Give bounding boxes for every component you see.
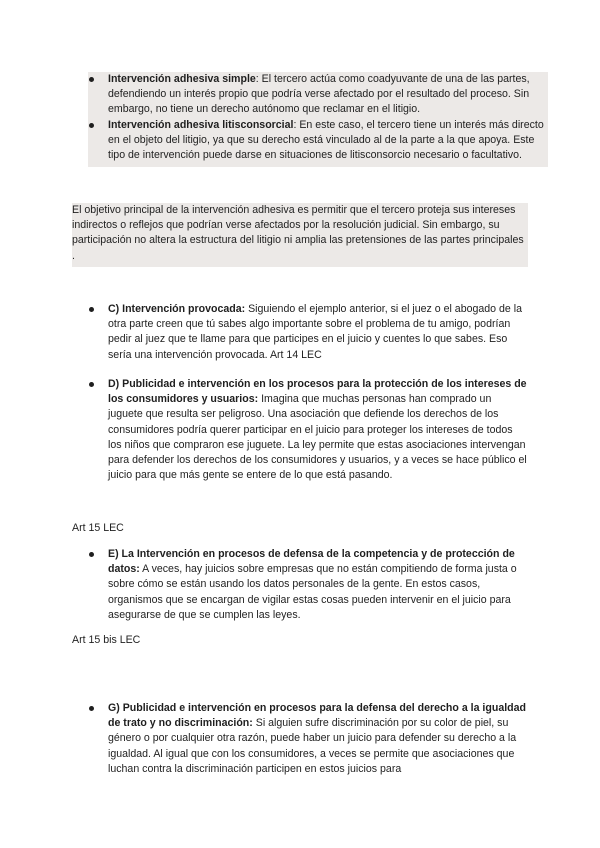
item-text: : El tercero actúa como coadyuvante de una de las partes, defendiendo un interés propio que podría verse afectado por el resultado del proceso. Sin embargo, no tiene un derecho autónomo que reclamar en el litigio.: [108, 73, 530, 116]
section-e-title: E) La Intervención en procesos de defensa de la competencia y de protección de datos:: [108, 548, 515, 576]
art15-label: Art 15 LEC: [72, 522, 124, 534]
bullet-icon: [89, 77, 94, 82]
bullet-icon: [89, 307, 94, 312]
section-c-block: [108, 302, 528, 363]
section-c-text: Siguiendo el ejemplo anterior, si el juez o el abogado de la otra parte creen que tú sabes algo importante sobre el problema de tu amigo, podrían pedir al juez que te llame para que participes en el juicio y cuentes lo que sabes. Eso sería una intervención provocada. Art 14 LEC: [108, 303, 522, 361]
list-item-adhesiva-litisconsorcial: [108, 118, 548, 164]
section-d-text: Imagina que muchas personas han comprado un juguete que resulta ser peligroso. Una asociación que defiende los derechos de los consumidores podría querer participar en el juicio para proteger los intereses de todos los niños que compraron ese juguete. La ley permite que estas asociaciones intervengan para defender los derechos de los consumidores y usuarios, y a veces se hace público el juicio para que más gente se entere de lo que está pasando.: [108, 393, 527, 482]
section-d-title: D) Publicidad e intervención en los procesos para la protección de los intereses de los consumidores y usuarios:: [108, 378, 527, 406]
list-item-consumidores: [108, 377, 528, 483]
section-c-title: C) Intervención provocada:: [108, 303, 246, 315]
item-title: Intervención adhesiva litisconsorcial: [108, 118, 294, 131]
bullet-icon: [89, 123, 94, 128]
section-e-text: A veces, hay juicios sobre empresas que no están compitiendo de forma justa o sobre cómo se están usando los datos personales de la gente. En estos casos, organismos que se encargan de vigilar estas cosas pueden intervenir en el juicio para asegurarse de que se cumplen las leyes.: [108, 563, 517, 621]
item-title: Intervención adhesiva simple: [108, 73, 256, 85]
item-text: : En este caso, el tercero tiene un interés más directo en el objeto del litigio, ya que su derecho está vinculado al de la parte a la que apoya. Este tipo de intervención puede darse en situaciones de litisconsorcio necesario o facultativo.: [108, 118, 544, 162]
section-e-block: [108, 547, 528, 623]
summary-paragraph: El objetivo principal de la intervención adhesiva es permitir que el tercero proteja sus intereses indirectos o reflejos que podrían verse afectados por la resolución judicial. Sin embargo, su participación no altera la estructura del litigio ni amplia las pretensiones de las partes principales .: [72, 204, 524, 262]
section-d-block: [108, 377, 528, 483]
list-item-intervencion-provocada: [108, 302, 528, 363]
list-item-competencia-datos: [108, 547, 528, 623]
list-item-igualdad-trato: [108, 701, 528, 777]
summary-paragraph-block: [72, 203, 528, 267]
list-item-adhesiva-simple: [108, 72, 548, 118]
bullet-icon: [89, 552, 94, 557]
section-g-text: Si alguien sufre discriminación por su color de piel, su género o por cualquier otra razón, puede haber un juicio para defender su derecho a la igualdad. Al igual que con los consumidores, a veces se permite que asociaciones que luchan contra la discriminación participen en estos juicios para: [108, 717, 517, 775]
bullet-icon: [89, 706, 94, 711]
section-g-title: G) Publicidad e intervención en procesos para la defensa del derecho a la igualdad de trato y no discriminación:: [108, 702, 526, 730]
bullet-icon: [89, 382, 94, 387]
art15bis-label: Art 15 bis LEC: [72, 634, 141, 646]
adhesive-types-list: [88, 72, 548, 167]
section-g-block: [108, 701, 528, 777]
